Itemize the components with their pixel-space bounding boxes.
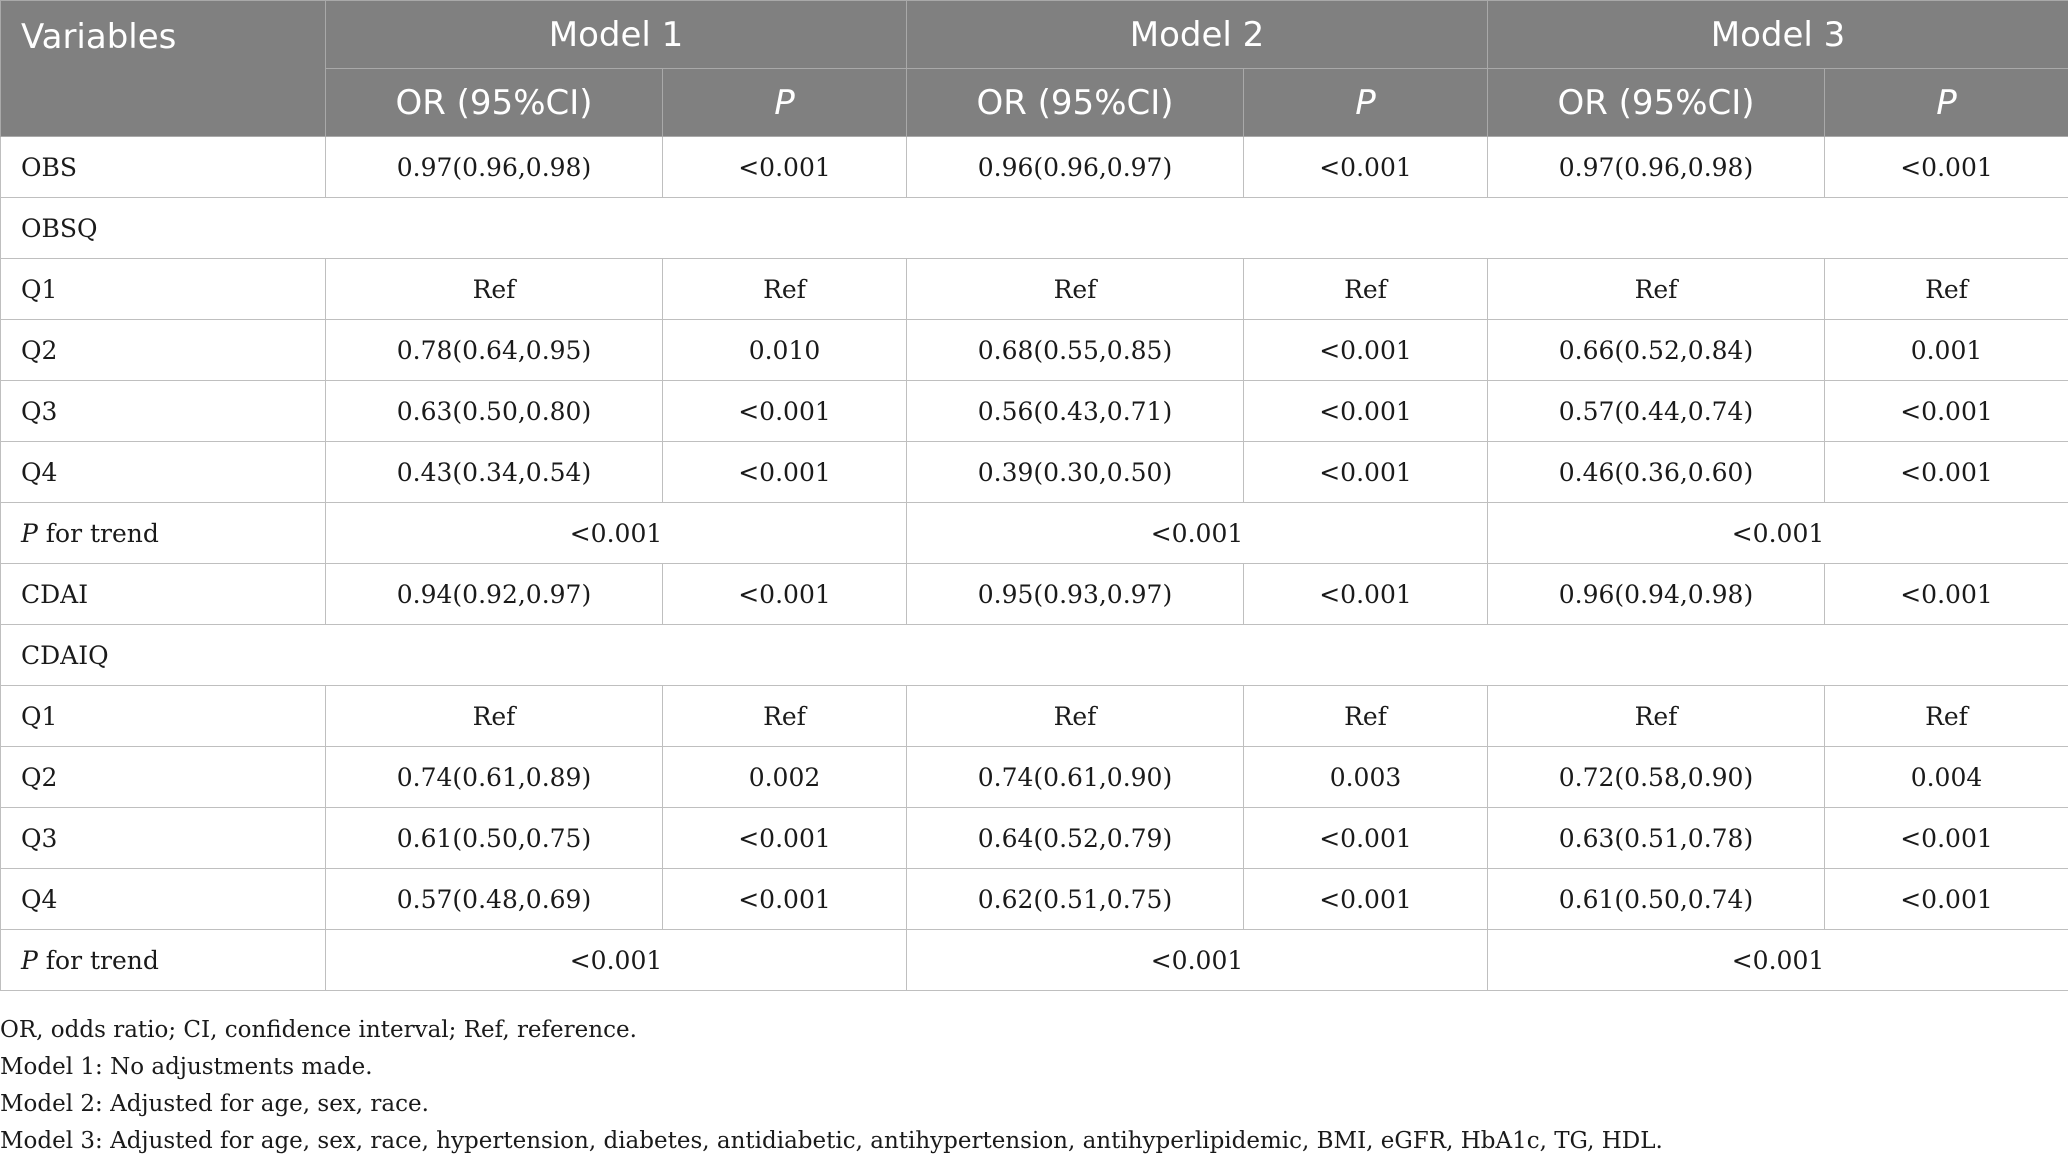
header-row-models [1, 1, 2068, 69]
p-cell: Ref [1244, 686, 1488, 747]
row-label-trend [1, 930, 326, 991]
p-cell: <0.001 [1825, 442, 2068, 503]
p-cell: <0.001 [1825, 564, 2068, 625]
p-cell: 0.004 [1825, 747, 2068, 808]
table-row-obs [1, 137, 2068, 198]
or-cell: 0.94(0.92,0.97) [326, 564, 663, 625]
p-cell: <0.001 [1825, 869, 2068, 930]
p-cell: <0.001 [663, 564, 907, 625]
or-cell: 0.72(0.58,0.90) [1488, 747, 1825, 808]
or-cell: 0.74(0.61,0.90) [907, 747, 1244, 808]
or-cell: 0.46(0.36,0.60) [1488, 442, 1825, 503]
p-header-model-3: P [1825, 69, 2068, 137]
or-cell: 0.63(0.50,0.80) [326, 381, 663, 442]
or-cell: 0.78(0.64,0.95) [326, 320, 663, 381]
footnote-model-3: Model 3: Adjusted for age, sex, race, hypertension, diabetes, antidiabetic, antihypertension, antihyperlipidemic, BMI, eGFR, HbA1c, TG, HDL. [0, 1128, 1663, 1154]
footnote-model-1: Model 1: No adjustments made. [0, 1054, 373, 1080]
p-cell: <0.001 [1825, 808, 2068, 869]
or-cell: 0.95(0.93,0.97) [907, 564, 1244, 625]
p-cell: <0.001 [663, 442, 907, 503]
or-header-model-2: OR (95%CI) [907, 69, 1244, 137]
trend-text: for trend [37, 518, 159, 548]
trend-cell-model-1: <0.001 [326, 930, 907, 991]
p-symbol: P [21, 945, 38, 975]
p-cell: <0.001 [1244, 137, 1488, 198]
table-row-obsq-q3 [1, 381, 2068, 442]
or-cell: 0.74(0.61,0.89) [326, 747, 663, 808]
p-cell: <0.001 [1825, 137, 2068, 198]
or-cell: 0.68(0.55,0.85) [907, 320, 1244, 381]
or-cell: Ref [1488, 686, 1825, 747]
or-cell: 0.97(0.96,0.98) [326, 137, 663, 198]
p-cell: <0.001 [1244, 808, 1488, 869]
or-cell: 0.39(0.30,0.50) [907, 442, 1244, 503]
section-label: CDAIQ [1, 625, 2068, 686]
row-label: Q4 [1, 442, 326, 503]
p-cell: Ref [663, 686, 907, 747]
table-row-cdaiq-q2 [1, 747, 2068, 808]
or-cell: 0.64(0.52,0.79) [907, 808, 1244, 869]
or-cell: 0.96(0.94,0.98) [1488, 564, 1825, 625]
or-header-model-1: OR (95%CI) [326, 69, 663, 137]
p-cell: <0.001 [663, 869, 907, 930]
trend-text: for trend [37, 945, 159, 975]
p-cell: 0.002 [663, 747, 907, 808]
footnote-model-2: Model 2: Adjusted for age, sex, race. [0, 1091, 429, 1117]
table-body [1, 137, 2068, 991]
table-row-obsq-trend [1, 503, 2068, 564]
row-label: Q2 [1, 747, 326, 808]
or-cell: 0.56(0.43,0.71) [907, 381, 1244, 442]
or-cell: 0.97(0.96,0.98) [1488, 137, 1825, 198]
table-footnotes [0, 1012, 1663, 1160]
table-row-obsq-q1 [1, 259, 2068, 320]
p-cell: Ref [1825, 686, 2068, 747]
p-cell: <0.001 [1244, 442, 1488, 503]
or-cell: Ref [326, 259, 663, 320]
table-row-cdaiq-q4 [1, 869, 2068, 930]
or-header-model-3: OR (95%CI) [1488, 69, 1825, 137]
or-cell: 0.57(0.44,0.74) [1488, 381, 1825, 442]
p-cell: Ref [1825, 259, 2068, 320]
row-label: Q2 [1, 320, 326, 381]
table-header [1, 1, 2068, 137]
p-cell: <0.001 [663, 137, 907, 198]
p-cell: <0.001 [1825, 381, 2068, 442]
table-row-cdaiq-trend [1, 930, 2068, 991]
or-cell: 0.61(0.50,0.74) [1488, 869, 1825, 930]
trend-cell-model-2: <0.001 [907, 503, 1488, 564]
section-label: OBSQ [1, 198, 2068, 259]
p-cell: <0.001 [1244, 381, 1488, 442]
or-cell: 0.61(0.50,0.75) [326, 808, 663, 869]
p-cell: 0.010 [663, 320, 907, 381]
or-cell: 0.63(0.51,0.78) [1488, 808, 1825, 869]
row-label: Q3 [1, 381, 326, 442]
or-cell: Ref [1488, 259, 1825, 320]
p-symbol: P [21, 518, 38, 548]
trend-cell-model-2: <0.001 [907, 930, 1488, 991]
row-label-trend [1, 503, 326, 564]
row-label: OBS [1, 137, 326, 198]
or-cell: 0.96(0.96,0.97) [907, 137, 1244, 198]
table-row-cdaiq-q3 [1, 808, 2068, 869]
model-3-header: Model 3 [1488, 1, 2068, 69]
variables-header: Variables [1, 1, 326, 137]
section-row-cdaiq [1, 625, 2068, 686]
row-label: Q1 [1, 686, 326, 747]
row-label: Q4 [1, 869, 326, 930]
p-cell: <0.001 [663, 381, 907, 442]
row-label: CDAI [1, 564, 326, 625]
table-row-obsq-q4 [1, 442, 2068, 503]
p-cell: Ref [663, 259, 907, 320]
trend-cell-model-3: <0.001 [1488, 503, 2068, 564]
p-cell: <0.001 [1244, 564, 1488, 625]
p-cell: 0.003 [1244, 747, 1488, 808]
p-cell: Ref [1244, 259, 1488, 320]
or-cell: 0.66(0.52,0.84) [1488, 320, 1825, 381]
or-cell: Ref [907, 686, 1244, 747]
trend-cell-model-1: <0.001 [326, 503, 907, 564]
row-label: Q1 [1, 259, 326, 320]
p-header-model-2: P [1244, 69, 1488, 137]
table-row-obsq-q2 [1, 320, 2068, 381]
p-cell: <0.001 [1244, 320, 1488, 381]
p-cell: <0.001 [1244, 869, 1488, 930]
or-cell: Ref [907, 259, 1244, 320]
p-cell: <0.001 [663, 808, 907, 869]
or-cell: Ref [326, 686, 663, 747]
row-label: Q3 [1, 808, 326, 869]
footnote-abbreviations: OR, odds ratio; CI, confidence interval; Ref, reference. [0, 1017, 637, 1043]
p-header-model-1: P [663, 69, 907, 137]
or-cell: 0.43(0.34,0.54) [326, 442, 663, 503]
p-cell: 0.001 [1825, 320, 2068, 381]
trend-cell-model-3: <0.001 [1488, 930, 2068, 991]
model-1-header: Model 1 [326, 1, 907, 69]
model-2-header: Model 2 [907, 1, 1488, 69]
table-row-cdai [1, 564, 2068, 625]
or-cell: 0.62(0.51,0.75) [907, 869, 1244, 930]
or-cell: 0.57(0.48,0.69) [326, 869, 663, 930]
section-row-obsq [1, 198, 2068, 259]
table-row-cdaiq-q1 [1, 686, 2068, 747]
